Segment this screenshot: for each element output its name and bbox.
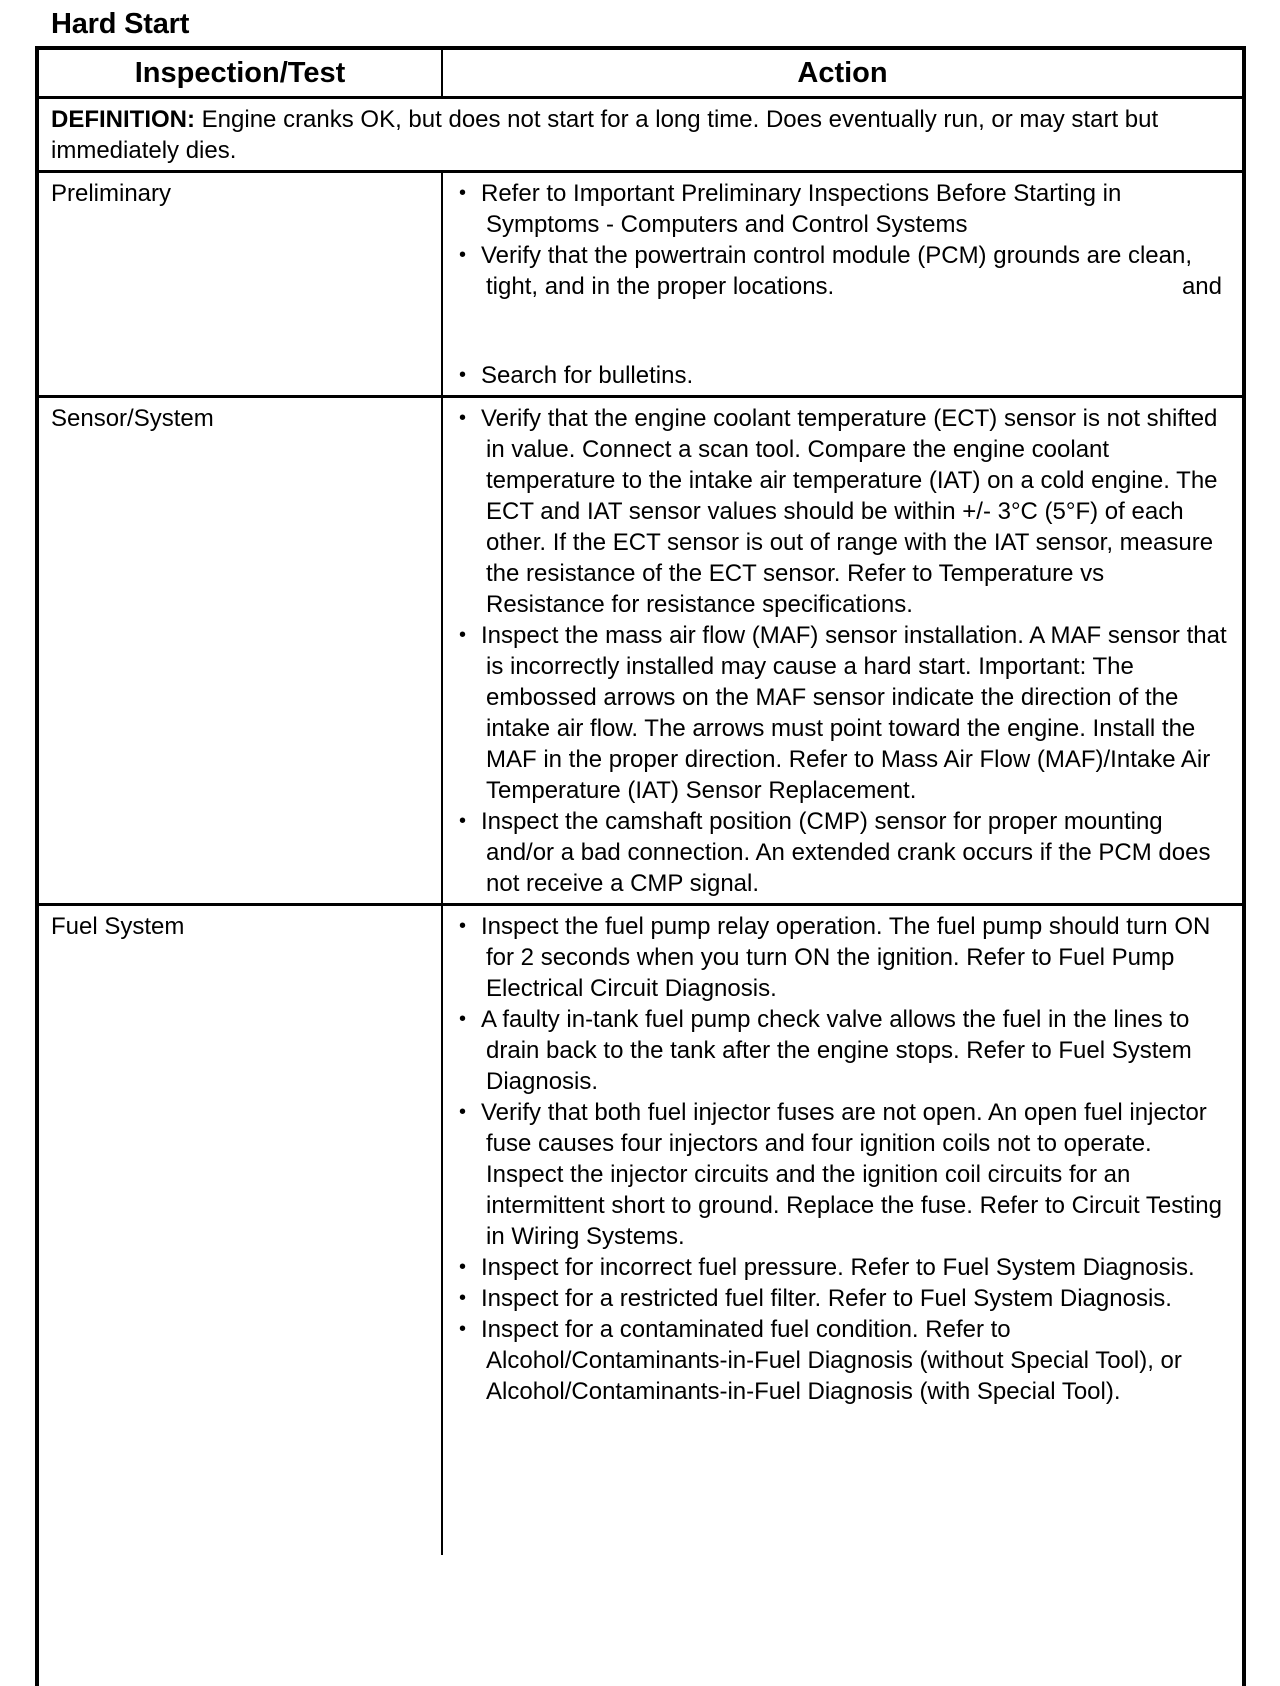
action-text: Verify that both fuel injector fuses are not open. An open fuel injector fuse causes four injectors and four ignition coils not to operate. Inspect the injector circuits and the ignition coil circuits for an intermittent short to ground. Replace the fuse. Refer to Circuit Testing in Wiring Systems.: [481, 1099, 1222, 1250]
bullet-icon: •: [459, 810, 467, 832]
action-text: Verify that the engine coolant temperature (ECT) sensor is not shifted in value. Connect a scan tool. Compare the engine coolant temperature to the intake air temperature (IAT) on a cold engine. The ECT and IAT sensor values should be within +/- 3°C (5°F) of each other. If the ECT sensor is out of range with the IAT sensor, measure the resistance of the ECT sensor. Refer to Temperature vs Resistance for resistance specifications.: [481, 405, 1218, 618]
bullet-icon: •: [459, 1287, 467, 1309]
bullet-icon: •: [459, 624, 467, 646]
bullet-icon: •: [459, 1318, 467, 1340]
table-header-row: [39, 50, 1242, 98]
list-item: [455, 911, 1228, 1004]
list-item: [455, 1314, 1228, 1407]
page-title: Hard Start: [51, 8, 190, 40]
table-row-preliminary: [39, 172, 1242, 397]
action-text: A faulty in-tank fuel pump check valve allows the fuel in the lines to drain back to the tank after the engine stops. Refer to Fuel System Diagnosis.: [481, 1006, 1192, 1095]
action-text: Inspect the fuel pump relay operation. The fuel pump should turn ON for 2 seconds when you turn ON the ignition. Refer to Fuel Pump Electrical Circuit Diagnosis.: [481, 913, 1211, 1002]
bullet-icon: •: [459, 1008, 467, 1030]
action-text: Inspect for a contaminated fuel condition. Refer to Alcohol/Contaminants-in-Fuel Diagnosis (without Special Tool), or Alcohol/Contaminants-in-Fuel Diagnosis (with Special Tool).: [481, 1316, 1182, 1405]
bullet-icon: •: [459, 182, 467, 204]
blank-space: [455, 302, 1228, 360]
list-item: [455, 1097, 1228, 1252]
bullet-icon: •: [459, 1256, 467, 1278]
category-cell: Preliminary: [39, 172, 442, 397]
actions-cell: [442, 397, 1242, 905]
bullet-icon: •: [459, 244, 467, 266]
actions-cell: [442, 172, 1242, 397]
action-text: Search for bulletins.: [481, 362, 694, 389]
list-item: [455, 1252, 1228, 1283]
action-text: Inspect the mass air flow (MAF) sensor installation. A MAF sensor that is incorrectly installed may cause a hard start. Important: The embossed arrows on the MAF sensor indicate the direction of the intake air flow. The arrows must point toward the engine. Install the MAF in the proper direction. Refer to Mass Air Flow (MAF)/Intake Air Temperature (IAT) Sensor Replacement.: [481, 622, 1227, 804]
category-cell: Fuel System: [39, 905, 442, 1556]
bullet-icon: •: [459, 1101, 467, 1123]
action-text: Inspect for incorrect fuel pressure. Refer to Fuel System Diagnosis.: [481, 1254, 1195, 1281]
diagnostic-table-frame: [35, 46, 1246, 1686]
definition-label: DEFINITION:: [51, 106, 195, 133]
bullet-icon: •: [459, 915, 467, 937]
action-text: Verify that the powertrain control module (PCM) grounds are clean, tight, and in the proper locations.: [481, 242, 1193, 300]
list-item: [455, 403, 1228, 620]
list-item: [455, 620, 1228, 806]
action-text: Inspect the camshaft position (CMP) sensor for proper mounting and/or a bad connection. An extended crank occurs if the PCM does not receive a CMP signal.: [481, 808, 1211, 897]
column-header-action: Action: [442, 50, 1242, 98]
list-item: [455, 360, 1228, 391]
bullet-icon: •: [459, 407, 467, 429]
trailing-word: and: [1181, 273, 1222, 300]
list-item: [455, 240, 1228, 302]
action-text: Inspect for a restricted fuel filter. Refer to Fuel System Diagnosis.: [481, 1285, 1172, 1312]
diagnostic-table: [39, 50, 1242, 1555]
actions-cell: [442, 905, 1242, 1556]
category-cell: Sensor/System: [39, 397, 442, 905]
table-row-fuel-system: [39, 905, 1242, 1556]
list-item: [455, 1283, 1228, 1314]
definition-text: Engine cranks OK, but does not start for a long time. Does eventually run, or may start but immediately dies.: [51, 106, 1159, 164]
action-list: [455, 911, 1228, 1407]
column-header-inspection: Inspection/Test: [39, 50, 442, 98]
list-item: [455, 1004, 1228, 1097]
table-row-sensor-system: [39, 397, 1242, 905]
action-text: Refer to Important Preliminary Inspections Before Starting in Symptoms - Computers and Control Systems: [481, 180, 1122, 238]
action-list: [455, 403, 1228, 899]
definition-cell: [39, 98, 1242, 172]
definition-row: [39, 98, 1242, 172]
list-item: [455, 806, 1228, 899]
action-list: [455, 178, 1228, 302]
bullet-icon: •: [459, 364, 467, 386]
list-item: [455, 178, 1228, 240]
action-list-continued: [455, 360, 1228, 391]
